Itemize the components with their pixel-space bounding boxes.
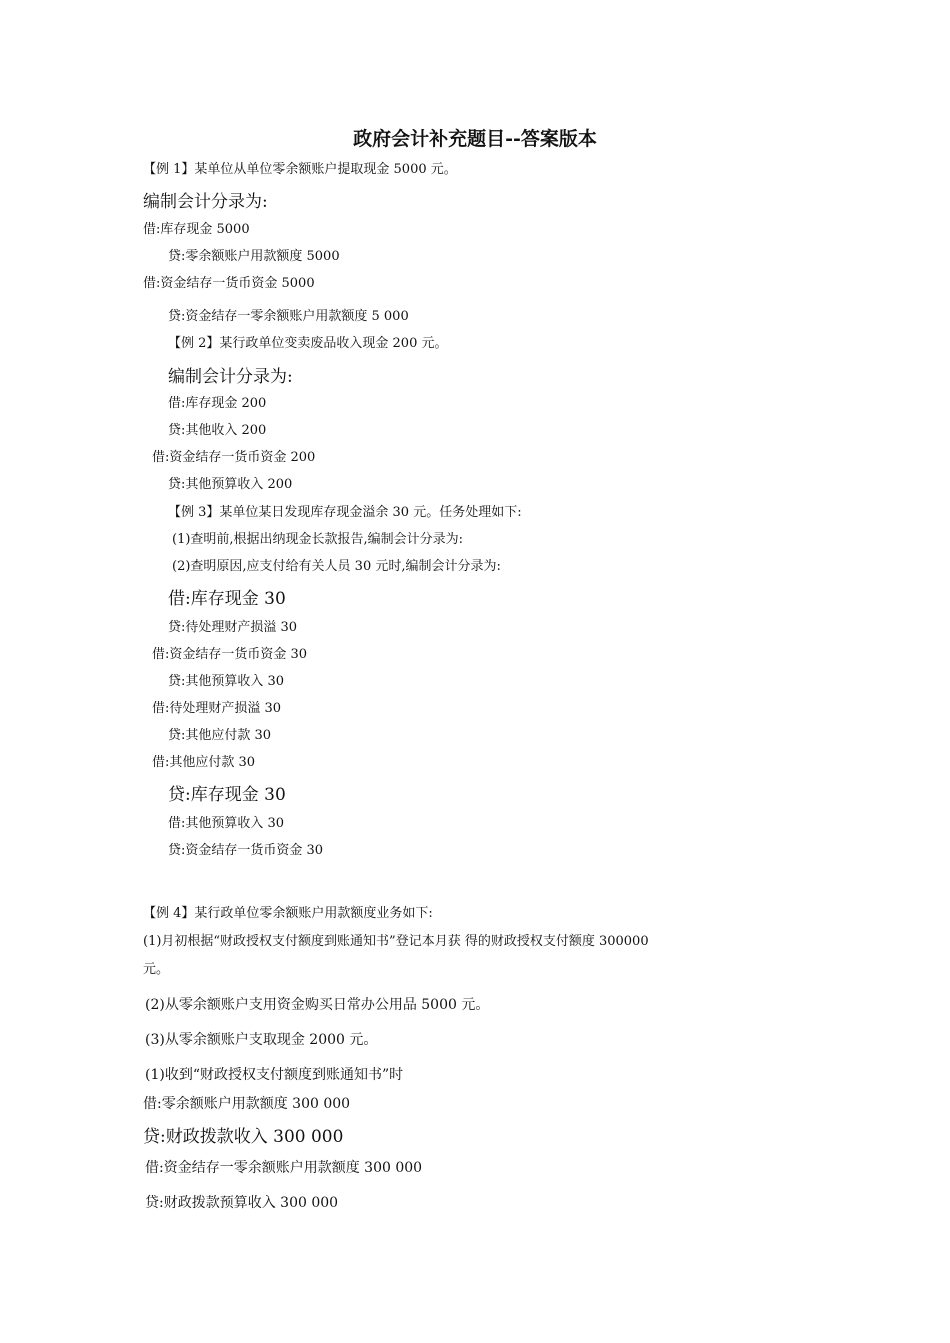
credit-line: 贷:其他预算收入 200 [168, 477, 293, 492]
credit-line: 贷:资金结存一零余额账户用款额度 5 000 [168, 309, 409, 324]
example-4-heading: 【例 4】某行政单位零余额账户用款额度业务如下: [143, 906, 433, 921]
debit-line: 借:其他预算收入 30 [168, 816, 285, 831]
journal-heading: 编制会计分录为: [168, 367, 293, 387]
credit-line: 贷:待处理财产损溢 30 [168, 620, 298, 635]
credit-line: 贷:其他预算收入 30 [168, 674, 285, 689]
credit-line: 贷:财政拨款预算收入 300 000 [145, 1195, 339, 1211]
credit-line: 贷:其他应付款 30 [168, 728, 272, 743]
example-2-heading: 【例 2】某行政单位变卖废品收入现金 200 元。 [168, 336, 448, 351]
example-1-heading: 【例 1】某单位从单位零余额账户提取现金 5000 元。 [143, 162, 457, 177]
credit-line: 贷:资金结存一货币资金 30 [168, 843, 324, 858]
credit-line: 贷:其他收入 200 [168, 423, 267, 438]
debit-line: 借:资金结存一货币资金 5000 [143, 276, 315, 291]
step-text: (1)查明前,根据出纳现金长款报告,编制会计分录为: [172, 532, 464, 547]
step-text: (3)从零余额账户支取现金 2000 元。 [145, 1032, 378, 1048]
debit-line: 借:库存现金 5000 [143, 222, 250, 237]
step-text: (1)收到“财政授权支付额度到账通知书”时 [145, 1067, 404, 1083]
credit-line: 贷:库存现金 30 [168, 785, 286, 805]
debit-line: 借:资金结存一货币资金 30 [152, 647, 308, 662]
step-text: (2)从零余额账户支用资金购买日常办公用品 5000 元。 [145, 997, 490, 1013]
credit-line: 贷:财政拨款收入 300 000 [143, 1127, 344, 1147]
step-text: (2)查明原因,应支付给有关人员 30 元时,编制会计分录为: [172, 559, 501, 574]
debit-line: 借:待处理财产损溢 30 [152, 701, 282, 716]
document-title: 政府会计补充题目--答案版本 [353, 128, 597, 150]
step-text: (1)月初根据“财政授权支付额度到账通知书”登记本月获 得的财政授权支付额度 300000 [143, 934, 649, 949]
journal-heading: 编制会计分录为: [143, 192, 268, 212]
credit-line: 贷:零余额账户用款额度 5000 [168, 249, 340, 264]
example-3-heading: 【例 3】某单位某日发现库存现金溢余 30 元。任务处理如下: [168, 505, 522, 520]
debit-line: 借:库存现金 200 [168, 396, 267, 411]
debit-line: 借:其他应付款 30 [152, 755, 256, 770]
debit-line: 借:资金结存一货币资金 200 [152, 450, 316, 465]
debit-line: 借:零余额账户用款额度 300 000 [143, 1096, 351, 1112]
debit-line: 借:资金结存一零余额账户用款额度 300 000 [145, 1160, 423, 1176]
debit-line: 借:库存现金 30 [168, 589, 286, 609]
step-text-continued: 元。 [143, 962, 170, 977]
